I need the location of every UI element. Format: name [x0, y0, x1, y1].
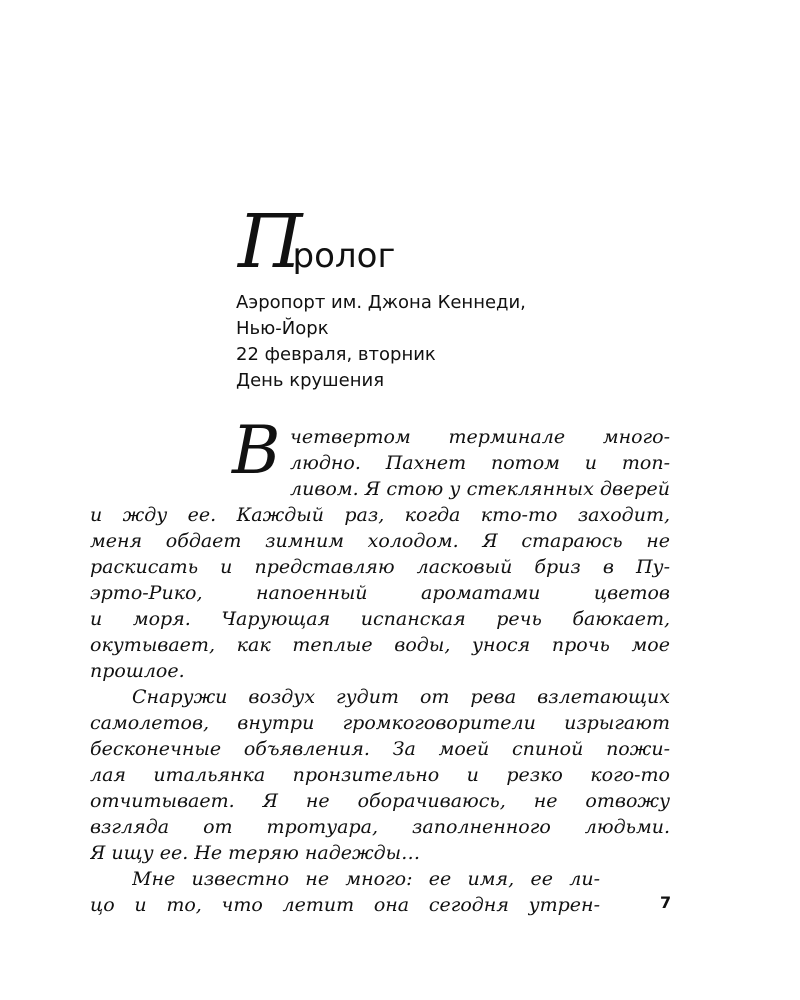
drop-cap: В	[232, 412, 281, 489]
location-line-2: Нью-Йорк	[236, 318, 329, 339]
text-line: и жду ее. Каждый раз, когда кто-то заходит,	[90, 504, 670, 526]
text-line: прошлое.	[90, 660, 185, 682]
text-line: бесконечные объявления. За моей спиной пожи-	[90, 738, 670, 760]
text-line: людно. Пахнет потом и топ-	[290, 452, 670, 474]
text-line: меня обдает зимним холодом. Я стараюсь не	[90, 530, 670, 552]
text-line: эрто-Рико, напоенный ароматами цветов	[90, 582, 670, 604]
text-line: самолетов, внутри громкоговорители изрыгают	[90, 712, 670, 734]
text-line: Мне известно не много: ее имя, ее ли-	[132, 868, 600, 890]
text-line: окутывает, как теплые воды, унося прочь мое	[90, 634, 670, 656]
text-line: и моря. Чарующая испанская речь баюкает,	[90, 608, 670, 630]
text-line: лая итальянка пронзительно и резко кого-то	[90, 764, 670, 786]
text-line: взгляда от тротуара, заполненного людьми.	[90, 816, 670, 838]
chapter-title-initial: П	[238, 199, 299, 285]
date-line: 22 февраля, вторник	[236, 344, 436, 365]
text-line: четвертом терминале много-	[290, 426, 670, 448]
location-line-1: Аэропорт им. Джона Кеннеди,	[236, 292, 526, 313]
text-line: Я ищу ее. Не теряю надежды…	[90, 842, 421, 864]
text-line: раскисать и представляю ласковый бриз в Пу-	[90, 556, 670, 578]
text-line: ливом. Я стою у стеклянных дверей	[290, 478, 670, 500]
chapter-title	[238, 199, 396, 285]
text-line: Снаружи воздух гудит от рева взлетающих	[132, 686, 670, 708]
chapter-meta	[236, 290, 526, 394]
text-line: отчитывает. Я не оборачиваюсь, не отвожу	[90, 790, 670, 812]
chapter-title-rest: ролог	[292, 236, 396, 276]
page-number: 7	[660, 893, 672, 912]
day-name-line: День крушения	[236, 370, 385, 391]
text-line: цо и то, что летит она сегодня утрен-	[90, 894, 600, 916]
